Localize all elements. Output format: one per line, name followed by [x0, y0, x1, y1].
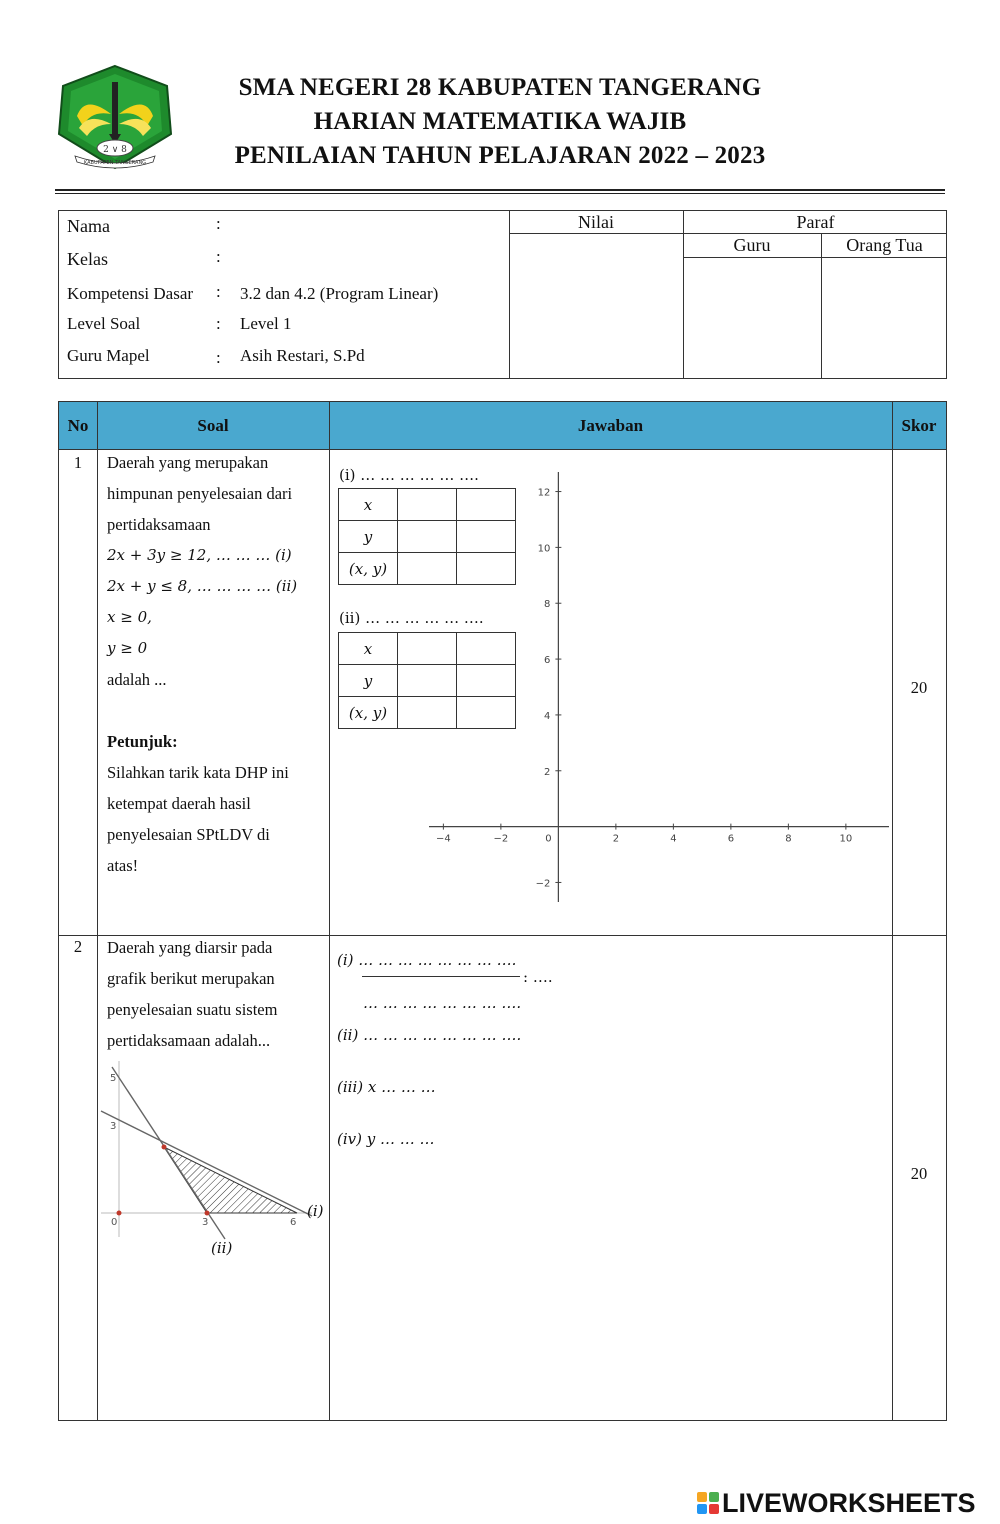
y-tick-label: 8: [544, 599, 551, 611]
q2-score: 20: [910, 1164, 928, 1183]
guru-colon: :: [216, 348, 221, 367]
q1-adalah: adalah ...: [107, 670, 167, 689]
subject-title: HARIAN MATEMATIKA WAJIB: [313, 108, 687, 135]
kd-label: Kompetensi Dasar: [67, 284, 194, 303]
q1-ineq-4: y ≥ 0: [107, 639, 148, 657]
x-tick-label: 6: [727, 833, 735, 845]
row-x-label: x: [339, 633, 398, 665]
kelas-label: Kelas: [67, 249, 108, 269]
svg-text:0: 0: [111, 1217, 118, 1228]
paraf-ortu-cell[interactable]: [822, 258, 947, 378]
q1-part-i-label: (i) … … … … … ….: [339, 466, 479, 484]
q1-hint-2: ketempat daerah hasil: [107, 794, 251, 813]
q2-answer-i-numerator[interactable]: (i) … … … … … … … ….: [337, 951, 517, 969]
header-rule-thin: [55, 193, 945, 194]
q2-answer-i-denominator[interactable]: … … … … … … … ….: [363, 994, 522, 1012]
q1-hint-1: Silahkan tarik kata DHP ini: [107, 763, 289, 782]
header-jawaban: Jawaban: [329, 402, 892, 450]
nilai-input-cell[interactable]: [510, 234, 682, 378]
q1-line-2: himpunan penyelesaian dari: [107, 484, 293, 503]
y-tick-label: 12: [537, 487, 551, 499]
student-info-table: [58, 210, 947, 379]
row-y-label: y: [339, 665, 398, 697]
q1-hint-3: penyelesaian SPtLDV di: [107, 825, 270, 844]
guru-value: Asih Restari, S.Pd: [240, 346, 365, 365]
x-tick-label: 10: [839, 833, 853, 845]
q2-shaded-graph: [97, 1057, 329, 1262]
q1-ineq-2: 2x + y ≤ 8, … … … … (ii): [107, 577, 298, 595]
q1-petunjuk: Petunjuk:: [107, 732, 178, 751]
paraf-guru-header: Guru: [733, 235, 771, 255]
q1-ineq-3: x ≥ 0,: [107, 608, 152, 626]
q1-line-1: Daerah yang merupakan: [107, 453, 269, 472]
header-skor: Skor: [892, 402, 946, 450]
q2-answer-iii[interactable]: (iii) x … … …: [337, 1078, 436, 1096]
q2-line-i-label: (i): [307, 1202, 324, 1220]
svg-text:2 ∨ 8: 2 ∨ 8: [103, 145, 127, 155]
paraf-guru-cell[interactable]: [684, 258, 820, 378]
q2-line-2: grafik berikut merupakan: [107, 969, 275, 988]
q2-line-3: penyelesaian suatu sistem: [107, 1000, 278, 1019]
q2-fraction-bar: [362, 976, 520, 977]
paraf-header: Paraf: [796, 212, 835, 232]
question-table: [58, 401, 947, 1421]
q2-answer-ii[interactable]: (ii) … … … … … … … ….: [337, 1026, 522, 1044]
q1-hint-4: atas!: [107, 856, 139, 875]
liveworksheets-logo-icon: [697, 1492, 719, 1514]
school-name: SMA NEGERI 28 KABUPATEN TANGERANG: [238, 74, 762, 101]
nama-colon: :: [216, 214, 221, 233]
row-y-label: y: [339, 521, 398, 553]
row-xy-label: (x, y): [339, 553, 398, 585]
level-value: Level 1: [240, 314, 292, 333]
y-tick-label: 10: [537, 543, 551, 555]
header-rule-thick: [55, 189, 945, 191]
nama-label: Nama: [67, 216, 110, 236]
row-x-label: x: [339, 489, 398, 521]
assessment-title: PENILAIAN TAHUN PELAJARAN 2022 – 2023: [234, 142, 766, 169]
y-tick-label: 2: [544, 766, 551, 778]
kelas-colon: :: [216, 247, 221, 266]
header-soal: Soal: [97, 402, 329, 450]
q2-answer-iv[interactable]: (iv) y … … …: [337, 1130, 435, 1148]
guru-label: Guru Mapel: [67, 346, 150, 365]
header-no: No: [59, 402, 97, 450]
x-tick-label: 2: [612, 833, 620, 845]
nilai-header: Nilai: [578, 212, 614, 232]
x-tick-label: −4: [436, 833, 451, 845]
y-tick-label: 4: [544, 710, 551, 722]
kd-value: 3.2 dan 4.2 (Program Linear): [240, 284, 439, 303]
q2-line-1: Daerah yang diarsir pada: [107, 938, 273, 957]
y-tick-label: −2: [535, 878, 551, 890]
q1-part-ii-label: (ii) … … … … … ….: [339, 609, 484, 627]
liveworksheets-brand[interactable]: LIVEWORKSHEETS: [722, 1488, 976, 1518]
svg-text:5: 5: [110, 1073, 117, 1084]
svg-text:6: 6: [290, 1217, 297, 1228]
q2-line-ii-label: (ii): [211, 1239, 233, 1257]
svg-text:KABUPATEN TANGERANG: KABUPATEN TANGERANG: [83, 160, 147, 166]
x-tick-label: 4: [670, 833, 677, 845]
x-tick-label: −2: [493, 833, 509, 845]
y-tick-label: 6: [544, 655, 551, 667]
q1-coordinate-graph[interactable]: [429, 472, 889, 902]
q2-number: 2: [73, 937, 83, 956]
q2-answer-i-colon: : ….: [523, 968, 553, 986]
x-tick-label: 8: [785, 833, 792, 845]
q2-line-4: pertidaksamaan adalah...: [107, 1031, 271, 1050]
svg-text:3: 3: [202, 1217, 209, 1228]
level-colon: :: [216, 314, 221, 333]
level-label: Level Soal: [67, 314, 141, 333]
q1-number: 1: [73, 453, 83, 472]
x-tick-label: 0: [545, 833, 552, 845]
q1-ineq-1: 2x + 3y ≥ 12, … … … (i): [107, 546, 292, 564]
q1-line-3: pertidaksamaan: [107, 515, 211, 534]
q1-score: 20: [910, 678, 928, 697]
svg-text:3: 3: [110, 1121, 117, 1132]
row-xy-label: (x, y): [339, 697, 398, 729]
kd-colon: :: [216, 282, 221, 301]
paraf-ortu-header: Orang Tua: [846, 235, 923, 255]
